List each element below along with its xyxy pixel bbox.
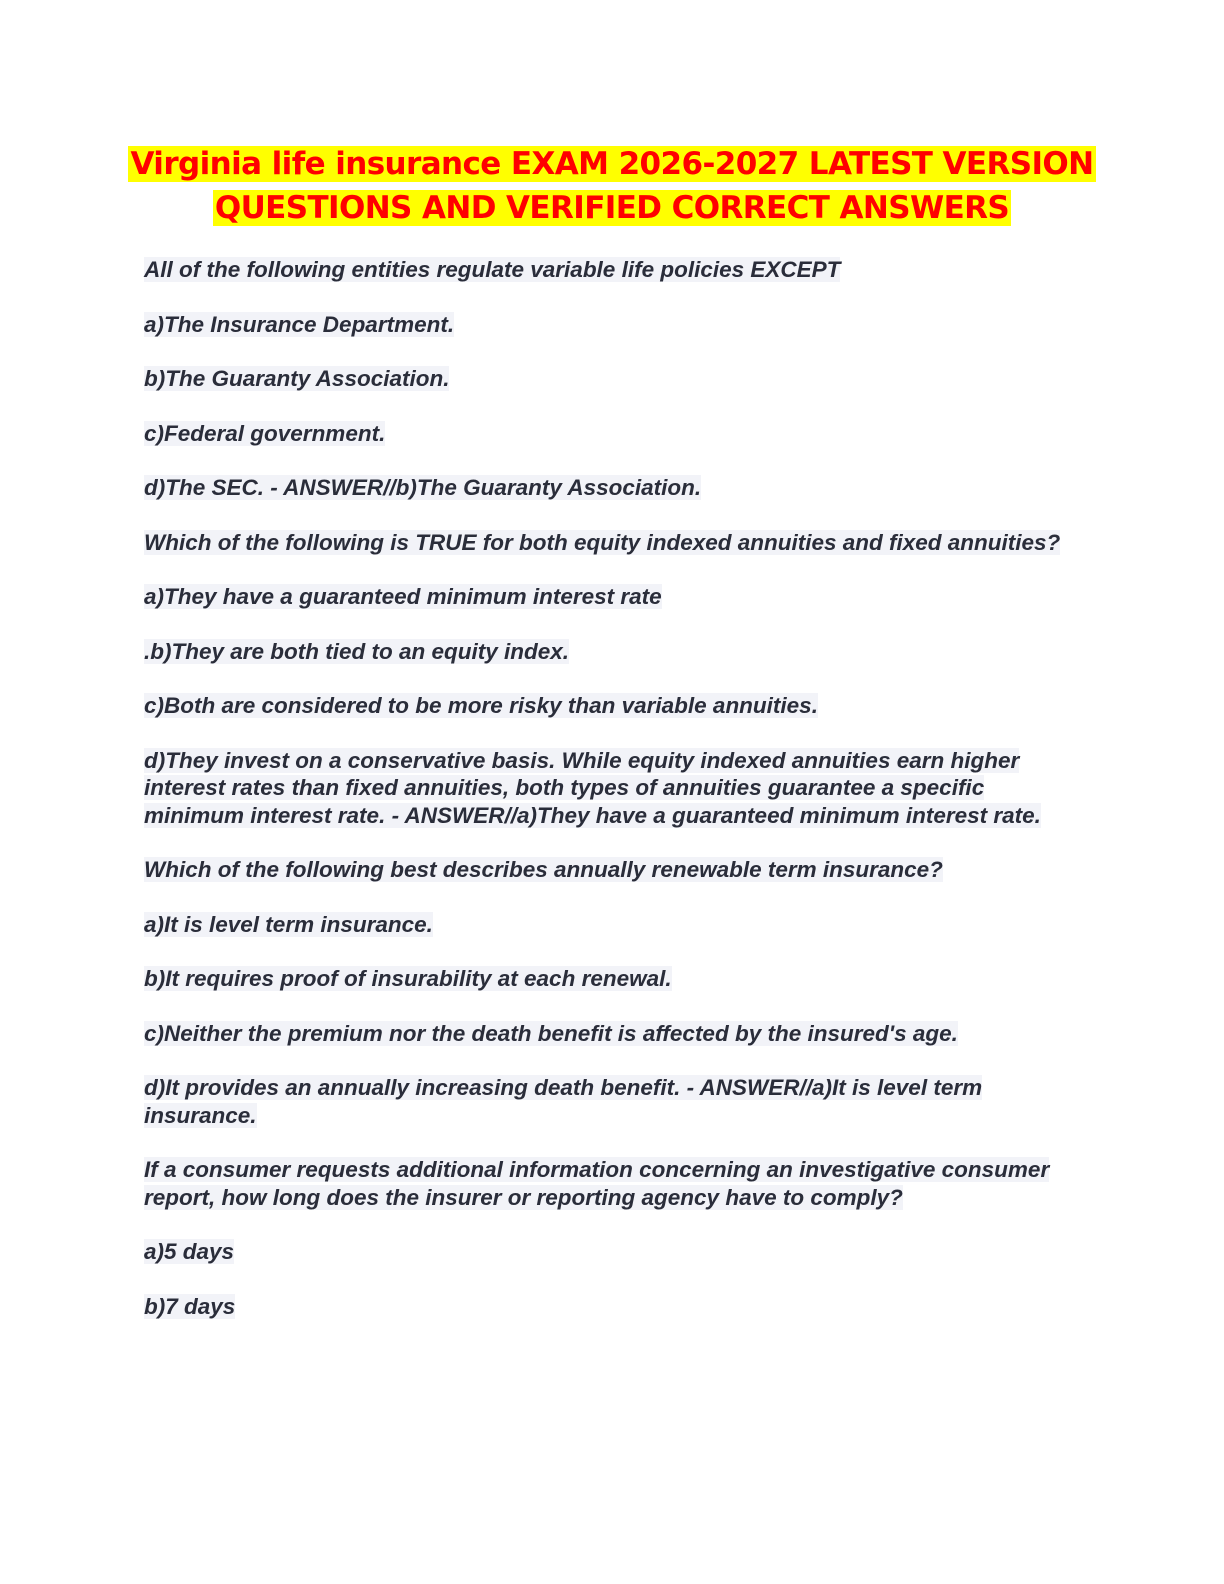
question-2-option-c: c)Both are considered to be more risky than variable annuities. xyxy=(144,693,818,718)
question-4: If a consumer requests additional information concerning an investigative consumer report, how long does the insurer or reporting agency have to comply? xyxy=(144,1157,1050,1210)
document-title xyxy=(0,142,1224,230)
document-body xyxy=(144,256,1084,1347)
question-1-option-a: a)The Insurance Department. xyxy=(144,311,455,337)
question-1-option-b: b)The Guaranty Association. xyxy=(144,366,450,391)
question-2: Which of the following is TRUE for both equity indexed annuities and fixed annuities? xyxy=(144,529,1061,555)
question-3-option-d-answer: d)It provides an annually increasing death benefit. - ANSWER//a)It is level term insurance. xyxy=(144,1075,983,1128)
question-3: Which of the following best describes annually renewable term insurance? xyxy=(144,857,943,882)
question-4-option-a: a)5 days xyxy=(144,1239,235,1264)
question-4-option-b: b)7 days xyxy=(144,1293,236,1319)
title-line-2: QUESTIONS AND VERIFIED CORRECT ANSWERS xyxy=(214,190,1010,226)
question-3-option-a: a)It is level term insurance. xyxy=(144,911,433,937)
question-2-option-a: a)They have a guaranteed minimum interest rate xyxy=(144,584,662,609)
question-1-option-d-answer: d)The SEC. - ANSWER//b)The Guaranty Association. xyxy=(144,475,702,500)
question-3-option-c: c)Neither the premium nor the death benefit is affected by the insured's age. xyxy=(144,1020,958,1046)
title-line-1: Virginia life insurance EXAM 2026-2027 LATEST VERSION xyxy=(130,146,1094,182)
question-2-option-b: .b)They are both tied to an equity index. xyxy=(144,638,570,664)
question-1-option-c: c)Federal government. xyxy=(144,420,386,446)
question-1: All of the following entities regulate variable life policies EXCEPT xyxy=(144,257,841,282)
question-2-option-d-answer: d)They invest on a conservative basis. While equity indexed annuities earn higher interest rates than fixed annuities, both types of annuities guarantee a specific minimum interest rate. - ANSWER//a)They have a guaranteed minimum interest rate. xyxy=(144,747,1041,828)
question-3-option-b: b)It requires proof of insurability at each renewal. xyxy=(144,966,672,991)
